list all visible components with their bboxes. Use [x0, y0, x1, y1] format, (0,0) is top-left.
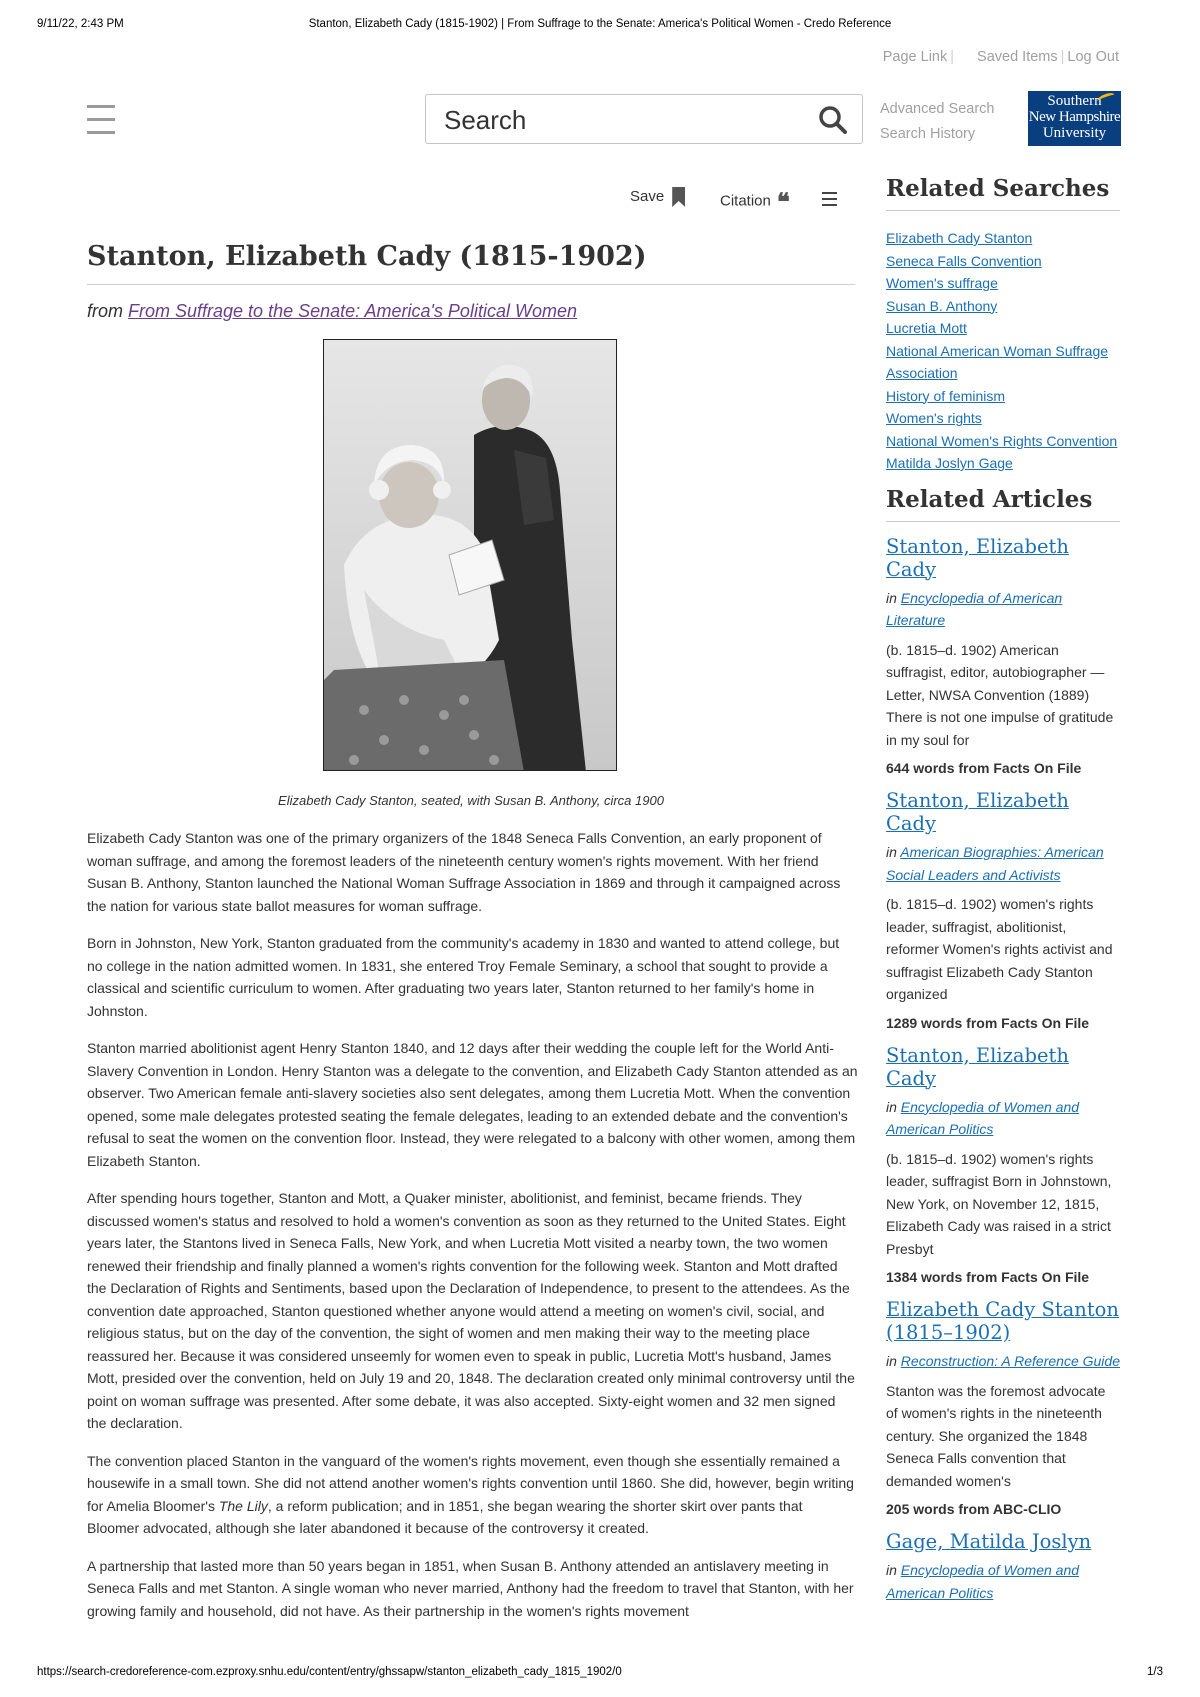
university-logo[interactable]: Southern New Hampshire University — [1028, 91, 1121, 146]
related-article-source[interactable]: American Biographies: American Social Leaders and Activists — [886, 844, 1104, 883]
related-article-title[interactable]: Gage, Matilda Joslyn — [886, 1530, 1092, 1553]
related-searches-list — [886, 227, 1120, 475]
article-paragraph: A partnership that lasted more than 50 years began in 1851, when Susan B. Anthony attended an antislavery meeting in Seneca Falls and met Stanton. A single woman who never married, Anthony had the freedom to travel that Stanton, with her growing family and household, did not have. As their partnership in the women's rights movement — [87, 1557, 854, 1619]
sidebar — [886, 175, 1120, 1604]
related-article-title[interactable]: Elizabeth Cady Stanton (1815–1902) — [886, 1298, 1119, 1344]
divider: | — [950, 49, 955, 65]
source-line: from From Suffrage to the Senate: America's Political Women — [87, 301, 577, 321]
related-article-snippet: Stanton was the foremost advocate of women's rights in the nineteenth century. She organized the 1848 Seneca Falls convention that demanded women's — [886, 1382, 1106, 1489]
related-search-link[interactable]: Matilda Joslyn Gage — [886, 455, 1013, 471]
article-paragraph: Stanton married abolitionist agent Henry Stanton 1840, and 12 days after their wedding the couple left for the World Anti-Slavery Convention in London. Henry Stanton was a delegate to the convention, and Elizabeth Cady Stanton attended as an observer. Two American female anti-slavery societies also sent delegates, among them Lucretia Mott. When the convention opened, some male delegates protested seating the female delegates, leading to an extended debate and the convention's refusal to seat the women on the convention floor. Instead, they were relegated to a balcony with other women, among them Elizabeth Stanton. — [87, 1040, 858, 1169]
related-searches-heading: Related Searches — [886, 175, 1120, 211]
divider: | — [1060, 49, 1065, 65]
source-link[interactable]: From Suffrage to the Senate: America's Political Women — [128, 301, 577, 321]
related-article-source[interactable]: Reconstruction: A Reference Guide — [900, 1353, 1120, 1369]
saved-items-link[interactable]: Saved Items — [977, 49, 1058, 65]
related-search-link[interactable]: Women's rights — [886, 410, 982, 426]
page-link[interactable]: Page Link — [882, 49, 948, 65]
related-article-source[interactable]: Encyclopedia of Women and American Politics — [886, 1562, 1080, 1601]
related-article: Elizabeth Cady Stanton (1815–1902) in Reconstruction: A Reference Guide Stanton was the foremost advocate of women's rights in the nineteenth century. She organized the 1848 Seneca Falls convention that demanded women's 205 words from ABC-CLIO — [886, 1298, 1120, 1517]
article-paragraph: The convention placed Stanton in the vanguard of the women's rights movement, even though she essentially remained a housewife in a small town. She did not attend another women's rights convention until 1860. She did, however, begin writing for Amelia Bloomer's The Lily, a reform publication; and in 1851, she began wearing the shorter skirt over pants that Bloomer advocated, although she later abandoned it because of the controversy it created. — [87, 1452, 854, 1536]
utility-links — [883, 49, 1119, 65]
related-article-title[interactable]: Stanton, Elizabeth Cady — [886, 789, 1069, 835]
publication-title: The Lily — [218, 1497, 268, 1514]
related-article-wordcount: 1289 words from Facts On File — [886, 1014, 1090, 1031]
related-article-source[interactable]: Encyclopedia of American Literature — [886, 589, 1063, 628]
quote-icon: ❝ — [776, 187, 790, 216]
print-url: https://search-credoreference-com.ezproxy.snhu.edu/content/entry/ghssapw/stanton_elizabeth_cady_1815_1902/0 — [37, 1666, 622, 1678]
related-article-source[interactable]: Encyclopedia of Women and American Politics — [886, 1098, 1080, 1137]
advanced-search-link[interactable]: Advanced Search — [880, 101, 995, 117]
photo-caption: Elizabeth Cady Stanton, seated, with Susan B. Anthony, circa 1900 — [278, 793, 664, 808]
print-footer — [37, 1666, 1163, 1682]
related-search-link[interactable]: Lucretia Mott — [886, 320, 967, 336]
related-article: Gage, Matilda Joslyn in Encyclopedia of Women and American Politics — [886, 1530, 1120, 1604]
related-search-link[interactable]: National American Woman Suffrage Association — [886, 342, 1109, 381]
search-input[interactable] — [425, 94, 863, 144]
article-body — [87, 827, 858, 1637]
title-divider — [87, 284, 855, 285]
related-search-link[interactable]: History of feminism — [886, 387, 1006, 404]
related-article: Stanton, Elizabeth Cady in American Biographies: American Social Leaders and Activists (b. 1815–d. 1902) women's rights leader, suffragist, abolitionist, reformer Women's rights activist and suffragist Elizabeth Cady Stanton organized 1289 words from Facts On File — [886, 789, 1120, 1031]
print-datetime: 9/11/22, 2:43 PM — [37, 18, 124, 30]
related-article: Stanton, Elizabeth Cady in Encyclopedia of American Literature (b. 1815–d. 1902) American suffragist, editor, autobiographer — Letter, NWSA Convention (1889) There is not one impulse of gratitude in my soul for 644 words from Facts On File — [886, 535, 1120, 777]
related-search-link[interactable]: Elizabeth Cady Stanton — [886, 230, 1033, 246]
related-search-link[interactable]: Women's suffrage — [886, 275, 998, 291]
related-article-wordcount: 644 words from Facts On File — [886, 760, 1082, 776]
related-article-snippet: (b. 1815–d. 1902) women's rights leader, suffragist, abolitionist, reformer Women's rights activist and suffragist Elizabeth Cady Stanton organized — [886, 896, 1113, 1002]
more-options-icon[interactable] — [822, 192, 837, 206]
article-photo — [323, 339, 617, 771]
search-history-link[interactable]: Search History — [880, 126, 976, 142]
page-title: Stanton, Elizabeth Cady (1815-1902) — [87, 241, 647, 272]
search-links — [880, 97, 994, 147]
log-out-link[interactable]: Log Out — [1067, 49, 1119, 65]
bookmark-icon — [672, 187, 685, 207]
search-icon[interactable] — [818, 105, 848, 135]
print-page-title: Stanton, Elizabeth Cady (1815-1902) | From Suffrage to the Senate: America's Political Women - Credo Reference — [308, 18, 892, 30]
print-page-number: 1/3 — [1147, 1666, 1163, 1678]
related-search-link[interactable]: Susan B. Anthony — [886, 297, 998, 314]
related-article-title[interactable]: Stanton, Elizabeth Cady — [886, 1043, 1069, 1090]
print-header — [37, 18, 1163, 36]
main-menu-icon[interactable] — [87, 105, 117, 135]
citation-button[interactable]: Citation ❝ — [720, 187, 790, 216]
save-button[interactable]: Save — [630, 187, 685, 207]
article-paragraph: After spending hours together, Stanton and Mott, a Quaker minister, abolitionist, and feminist, became friends. They discussed women's status and resolved to hold a women's convention as soon as they returned to the United States. Eight years later, the Stantons lived in Seneca Falls, New York, and when Lucretia Mott visited a nearby town, the two women renewed their friendship and finally planned a women's rights convention for the following week. Stanton and Mott drafted the Declaration of Rights and Sentiments, based upon the Declaration of Independence, to present to the attendees. As the convention date approached, Stanton questioned whether anyone would attend a meeting on women's civil, social, and religious status, but on the day of the convention, the sight of women and men making their way to the meeting place reassured her. Because it was considered unseemly for women even to speak in public, Lucretia Mott's husband, James Mott, presided over the convention, held on July 19 and 20, 1848. The declaration created only minimal controversy until the point on woman suffrage was presented. After some debate, it was also accepted. Sixty-eight women and 32 men signed the declaration. — [87, 1190, 855, 1431]
related-article-snippet: (b. 1815–d. 1902) women's rights leader, suffragist Born in Johnstown, New York, on November 12, 1815, Elizabeth Cady was raised in a strict Presbyt — [886, 1150, 1112, 1257]
related-search-link[interactable]: National Women's Rights Convention — [886, 432, 1118, 449]
related-article: Stanton, Elizabeth Cady in Encyclopedia of Women and American Politics (b. 1815–d. 1902) women's rights leader, suffragist Born in Johnstown, New York, on November 12, 1815, Elizabeth Cady was raised in a strict Presbyt 1384 words from Facts On File — [886, 1044, 1120, 1286]
related-article-snippet: (b. 1815–d. 1902) American suffragist, editor, autobiographer — Letter, NWSA Convention (1889) There is not one impulse of gratitude in my soul for — [886, 641, 1114, 748]
related-articles-heading: Related Articles — [886, 486, 1120, 522]
article-paragraph: Elizabeth Cady Stanton was one of the primary organizers of the 1848 Seneca Falls Convention, an early proponent of woman suffrage, and among the foremost leaders of the nineteenth century women's rights movement. With her friend Susan B. Anthony, Stanton launched the National Woman Suffrage Association in 1869 and through it campaigned across the nation for various state ballot measures for woman suffrage. — [87, 830, 841, 914]
article-paragraph: Born in Johnston, New York, Stanton graduated from the community's academy in 1830 and wanted to attend college, but no college in the nation admitted women. In 1831, she entered Troy Female Seminary, a school that sought to provide a classical and scientific curriculum to women. After graduating two years later, Stanton returned to her family's home in Johnston. — [87, 935, 840, 1019]
related-article-title[interactable]: Stanton, Elizabeth Cady — [886, 534, 1069, 581]
related-search-link[interactable]: Seneca Falls Convention — [886, 252, 1042, 269]
related-article-wordcount: 205 words from ABC-CLIO — [886, 1501, 1062, 1517]
related-article-wordcount: 1384 words from Facts On File — [886, 1269, 1090, 1285]
search-placeholder: Search — [444, 105, 527, 135]
